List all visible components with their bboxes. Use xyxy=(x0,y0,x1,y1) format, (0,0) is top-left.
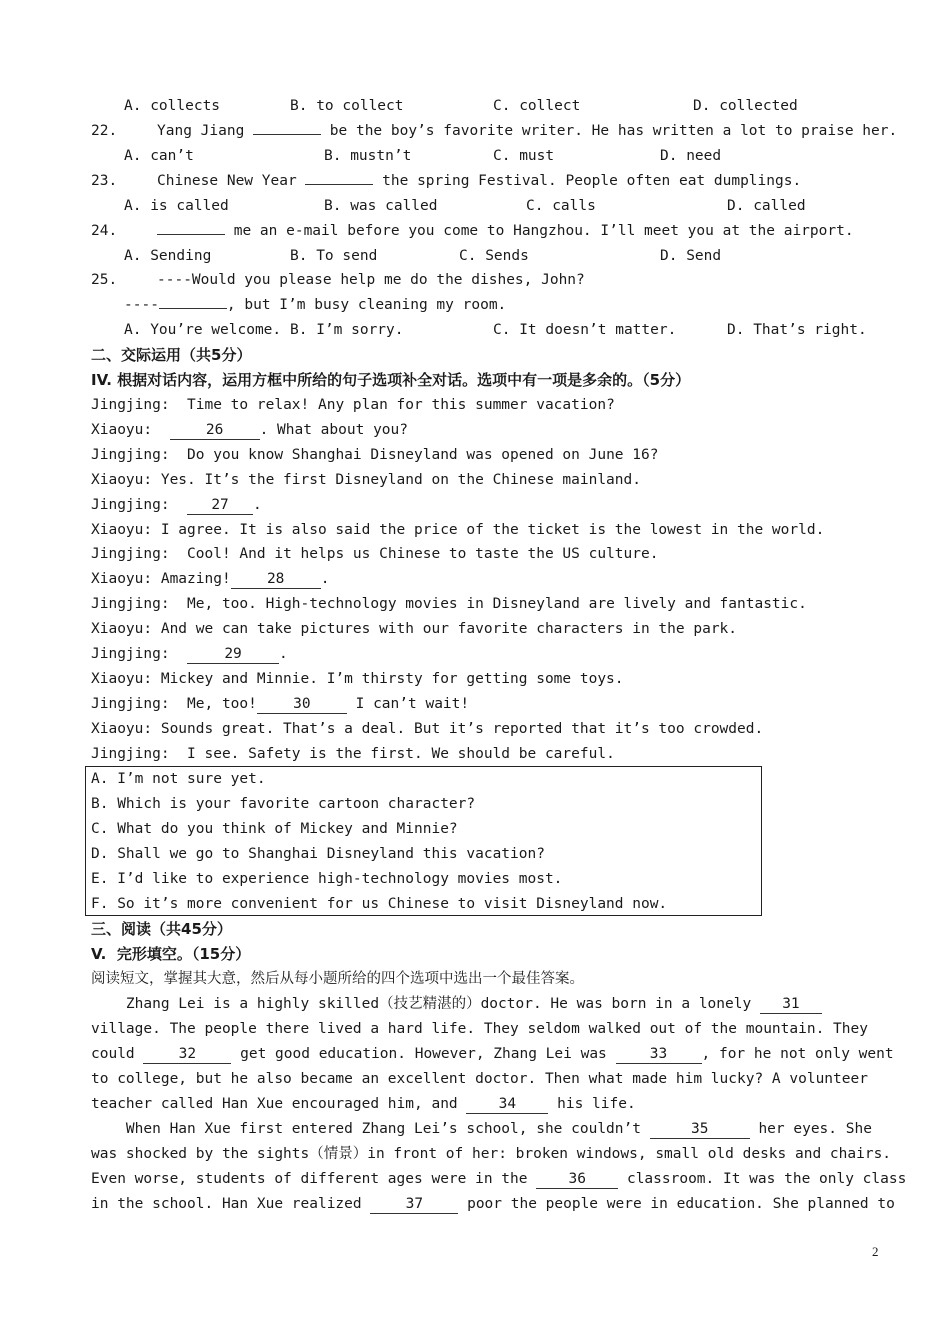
section3-instruction: 阅读短文，掌握其大意，然后从每小题所给的四个选项中选出一个最佳答案。 xyxy=(91,971,584,987)
box-option-e: E. I’d like to experience high-technology movies most. xyxy=(91,870,563,887)
passage-line: When Han Xue first entered Zhang Lei’s school, she couldn’t 35 her eyes. She xyxy=(91,1121,872,1137)
dialogue-line xyxy=(91,742,615,766)
section3-subheading: V. 完形填空。（15分） xyxy=(91,945,251,963)
q23-option-b: B. was called xyxy=(324,198,438,214)
box-option-c: C. What do you think of Mickey and Minnie? xyxy=(91,820,458,837)
q22-blank[interactable] xyxy=(253,134,321,135)
dialogue-text: I can’t wait! xyxy=(346,695,470,712)
dialogue-line xyxy=(91,717,763,741)
passage-line: in the school. Han Xue realized 37 poor the people were in education. She planned to xyxy=(91,1196,895,1212)
q25-number: 25. xyxy=(91,272,118,288)
speaker-name: Xiaoyu: xyxy=(91,521,153,538)
q25-option-c: C. It doesn’t matter. xyxy=(493,322,677,338)
blank-37[interactable]: 37 xyxy=(370,1195,458,1214)
passage-line: to college, but he also became an excellent doctor. Then what made him lucky? A volunteer xyxy=(91,1071,868,1087)
box-option-f: F. So it’s more convenient for us Chinese to visit Disneyland now. xyxy=(91,895,668,912)
speaker-name: Jingjing: xyxy=(91,596,170,613)
blank-26[interactable]: 26 xyxy=(170,421,260,440)
box-option-d: D. Shall we go to Shanghai Disneyland this vacation? xyxy=(91,845,545,862)
speaker-name: Jingjing: xyxy=(91,446,170,463)
dialogue-line xyxy=(91,617,737,641)
dialogue-text: Do you know Shanghai Disneyland was opened on June 16? xyxy=(169,446,659,463)
q24-number: 24. xyxy=(91,223,118,239)
dialogue-text: I see. Safety is the first. We should be careful. xyxy=(169,745,615,762)
blank-27[interactable]: 27 xyxy=(187,496,253,515)
q24-stem: me an e-mail before you come to Hangzhou. I’ll meet you at the airport. xyxy=(157,219,854,243)
q25-option-a: A. You’re welcome. xyxy=(124,322,282,338)
blank-35[interactable]: 35 xyxy=(650,1120,750,1139)
speaker-name: Jingjing: xyxy=(91,546,170,563)
q25-option-b: B. I’m sorry. xyxy=(290,322,404,338)
passage-line: could 32 get good education. However, Zhang Lei was 33 , for he not only went xyxy=(91,1046,894,1062)
dialogue-text: Me, too! xyxy=(169,695,257,712)
dialogue-line xyxy=(91,468,641,492)
section2-heading: 二、交际运用（共5分） xyxy=(91,346,252,364)
speaker-name: Jingjing: xyxy=(91,646,170,662)
passage-line: was shocked by the sights（情景）in front of her: broken windows, small old desks and chairs. xyxy=(91,1146,892,1162)
q24-option-d: D. Send xyxy=(660,248,722,264)
q22-option-a: A. can’t xyxy=(124,148,194,164)
dialogue-line xyxy=(91,692,469,716)
dialogue-line xyxy=(91,592,807,616)
dialogue-line xyxy=(91,567,329,591)
q23-option-a: A. is called xyxy=(124,198,229,214)
q25-blank[interactable] xyxy=(159,308,227,309)
section2-instruction: IV. 根据对话内容，运用方框中所给的句子选项补全对话。选项中有一项是多余的。（5分） xyxy=(91,371,691,389)
q22-option-b: B. mustn’t xyxy=(324,148,412,164)
passage-line: Zhang Lei is a highly skilled（技艺精湛的）doctor. He was born in a lonely 31 xyxy=(91,992,822,1016)
dialogue-text: And we can take pictures with our favorite characters in the park. xyxy=(152,621,738,638)
q25-line1: ----Would you please help me do the dishes, John? xyxy=(157,272,585,288)
q24-option-c: C. Sends xyxy=(459,248,529,264)
dialogue-line xyxy=(91,642,288,666)
q24-option-b: B. To send xyxy=(290,248,378,264)
dialogue-text xyxy=(170,646,187,662)
q24-blank[interactable] xyxy=(157,234,225,235)
speaker-name: Xiaoyu: xyxy=(91,421,153,438)
speaker-name: Xiaoyu: xyxy=(91,720,153,737)
dialogue-line xyxy=(91,542,658,566)
q23-option-c: C. calls xyxy=(526,198,596,214)
blank-32[interactable]: 32 xyxy=(143,1045,231,1064)
q21-option-d: D. collected xyxy=(693,98,798,114)
dialogue-text: I agree. It is also said the price of the ticket is the lowest in the world. xyxy=(152,521,825,538)
q23-number: 23. xyxy=(91,173,118,189)
q24-option-a: A. Sending xyxy=(124,248,212,264)
dialogue-text: Mickey and Minnie. I’m thirsty for getting some toys. xyxy=(152,670,624,687)
box-option-b: B. Which is your favorite cartoon character? xyxy=(91,795,476,812)
speaker-name: Jingjing: xyxy=(91,397,170,413)
dialogue-text xyxy=(170,497,187,513)
section3-heading: 三、阅读（共45分） xyxy=(91,920,232,938)
blank-29[interactable]: 29 xyxy=(187,645,279,664)
speaker-name: Jingjing: xyxy=(91,496,170,513)
speaker-name: Xiaoyu: xyxy=(91,670,153,687)
dialogue-line xyxy=(91,667,624,691)
dialogue-text: . xyxy=(320,571,330,588)
dialogue-text xyxy=(152,422,169,438)
dialogue-text: Amazing! xyxy=(152,571,231,588)
dialogue-text: Yes. It’s the first Disneyland on the Chinese mainland. xyxy=(152,471,641,488)
dialogue-text: Time to relax! Any plan for this summer vacation? xyxy=(169,397,615,413)
dialogue-line xyxy=(91,493,262,517)
q25-option-d: D. That’s right. xyxy=(727,322,867,338)
blank-34[interactable]: 34 xyxy=(466,1095,548,1114)
q22-number: 22. xyxy=(91,123,118,139)
dialogue-text: Cool! And it helps us Chinese to taste the US culture. xyxy=(169,546,659,563)
passage-line: village. The people there lived a hard life. They seldom walked out of the mountain. They xyxy=(91,1021,868,1037)
q22-option-d: D. need xyxy=(660,148,722,164)
dialogue-text: . What about you? xyxy=(259,421,408,438)
dialogue-text: . xyxy=(253,496,262,513)
blank-30[interactable]: 30 xyxy=(257,695,347,714)
dialogue-text: . xyxy=(279,646,288,662)
q23-stem: Chinese New Year the spring Festival. People often eat dumplings. xyxy=(157,173,802,189)
dialogue-line xyxy=(91,518,824,542)
q25-line2: ---- , but I’m busy cleaning my room. xyxy=(124,297,507,313)
speaker-name: Xiaoyu: xyxy=(91,621,153,638)
passage-line: Even worse, students of different ages were in the 36 classroom. It was the only class xyxy=(91,1171,907,1187)
q23-option-d: D. called xyxy=(727,198,806,214)
dialogue-text: Me, too. High-technology movies in Disneyland are lively and fantastic. xyxy=(169,596,807,613)
passage-line: teacher called Han Xue encouraged him, and 34 his life. xyxy=(91,1096,636,1112)
blank-36[interactable]: 36 xyxy=(536,1170,618,1189)
q22-option-c: C. must xyxy=(493,148,555,164)
q21-option-b: B. to collect xyxy=(290,98,404,114)
box-option-a: A. I’m not sure yet. xyxy=(91,771,266,787)
speaker-name: Jingjing: xyxy=(91,745,170,762)
q23-blank[interactable] xyxy=(305,184,373,185)
speaker-name: Jingjing: xyxy=(91,695,170,712)
dialogue-text: Sounds great. That’s a deal. But it’s reported that it’s too crowded. xyxy=(152,720,764,737)
q22-stem: Yang Jiang be the boy’s favorite writer. He has written a lot to praise her. xyxy=(157,123,898,139)
speaker-name: Xiaoyu: xyxy=(91,471,153,488)
blank-33[interactable]: 33 xyxy=(616,1045,702,1064)
dialogue-line xyxy=(91,418,408,442)
dialogue-line xyxy=(91,393,615,417)
q21-option-a: A. collects xyxy=(124,98,221,114)
page-number: 2 xyxy=(872,1244,879,1259)
speaker-name: Xiaoyu: xyxy=(91,571,153,588)
q21-option-c: C. collect xyxy=(493,98,581,114)
blank-31[interactable]: 31 xyxy=(760,995,822,1014)
dialogue-line xyxy=(91,443,658,467)
blank-28[interactable]: 28 xyxy=(231,570,321,589)
